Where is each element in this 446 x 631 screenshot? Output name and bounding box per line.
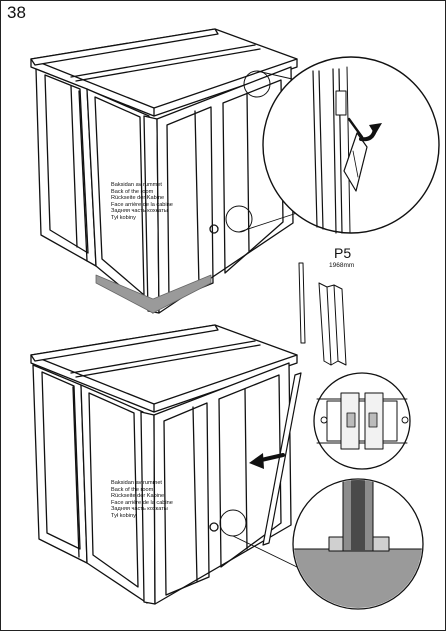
- caption-line: Rückseite der Kabine: [111, 493, 165, 500]
- part-length: 1968mm: [329, 262, 355, 269]
- assembly-illustration: [1, 1, 445, 630]
- caption-back-of-room-bottom: [111, 480, 173, 520]
- caption-line: Задняя часть кохкаты: [111, 506, 168, 513]
- top-cabin-drawing: [31, 29, 297, 313]
- caption-line: Back of the room: [111, 188, 154, 195]
- caption-back-of-room-top: [111, 182, 173, 222]
- caption-line: Tył kobiny: [111, 214, 136, 221]
- profile-section-detail: [314, 373, 410, 469]
- caption-line: Baksidan av rummet: [111, 480, 162, 486]
- caption-line: Задняя часть кохкаты: [111, 208, 168, 215]
- caption-line: Baksidan av rummet: [111, 182, 162, 188]
- step-number: 38: [7, 3, 26, 22]
- caption-line: Face arrière de la cabine: [111, 499, 173, 506]
- caption-line: Rückseite der Kabine: [111, 195, 165, 202]
- caption-line: Face arrière de la cabine: [111, 201, 173, 208]
- part-code: P5: [334, 245, 352, 261]
- part-p5-profile: [299, 263, 346, 365]
- caption-line: Tył kobiny: [111, 512, 136, 519]
- caption-line: Back of the room: [111, 486, 154, 493]
